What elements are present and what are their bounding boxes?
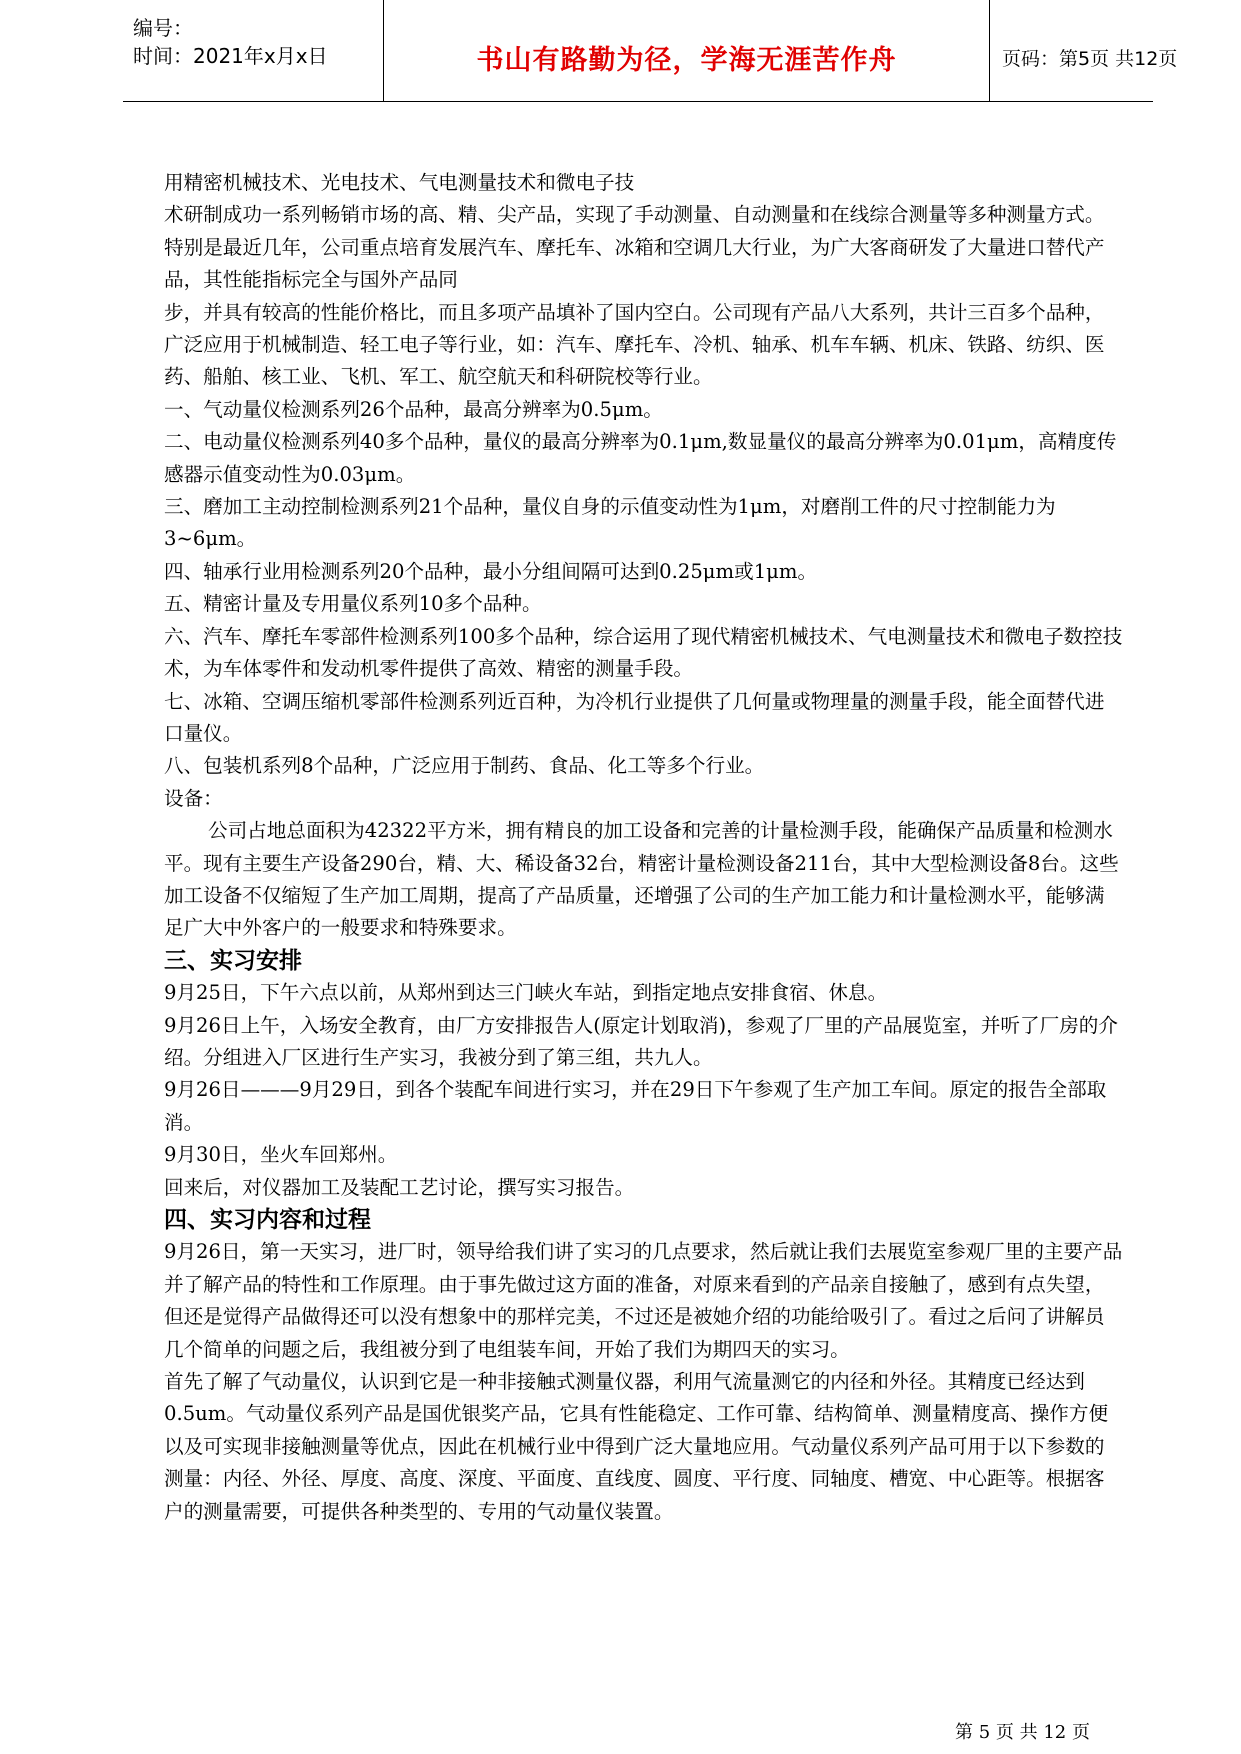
document-body (164, 167, 1124, 1528)
product-series-item: 四、轴承行业用检测系列20个品种，最小分组间隔可达到0.25μm或1μm。 (164, 559, 818, 583)
product-series-item: 三、磨加工主动控制检测系列21个品种，量仪自身的示值变动性为1μm，对磨削工件的尺寸控制能力为3~6μm。 (164, 495, 1056, 551)
product-series-item: 二、电动量仪检测系列40多个品种，量仪的最高分辨率为0.1μm,数显量仪的最高分辨率为0.01μm，高精度传感器示值变动性为0.03μm。 (164, 430, 1117, 486)
equipment-label: 设备： (164, 786, 223, 810)
schedule-item: 9月25日，下午六点以前，从郑州到达三门峡火车站，到指定地点安排食宿、休息。 (164, 981, 888, 1005)
paragraph: 步，并具有较高的性能价格比，而且多项产品填补了国内空白。公司现有产品八大系列，共计三百多个品种，广泛应用于机械制造、轻工电子等行业，如：汽车、摩托车、冷机、轴承、机车车辆、机床、铁路、纺织、医药、船舶、核工业、飞机、军工、航空航天和科研院校等行业。 (164, 300, 1105, 389)
document-number-label: 编号： (133, 16, 193, 40)
document-time-label: 时间：2021年x月x日 (133, 44, 328, 68)
product-series-item: 六、汽车、摩托车零部件检测系列100多个品种，综合运用了现代精密机械技术、气电测量技术和微电子数控技术，为车体零件和发动机零件提供了高效、精密的测量手段。 (164, 624, 1123, 681)
header-page-number: 页码：第5页 共12页 (1002, 48, 1178, 70)
paragraph: 9月26日，第一天实习，进厂时，领导给我们讲了实习的几点要求，然后就让我们去展览室参观厂里的主要产品并了解产品的特性和工作原理。由于事先做过这方面的准备，对原来看到的产品亲自接触了，感到有点失望，但还是觉得产品做得还可以没有想象中的那样完美，不过还是被她介绍的功能给吸引了。看过之后问了讲解员几个简单的问题之后，我组被分到了电组装车间，开始了我们为期四天的实习。 (164, 1240, 1123, 1361)
page-header (123, 0, 1178, 102)
paragraph: 用精密机械技术、光电技术、气电测量技术和微电子技 (164, 171, 635, 194)
section-heading: 三、实习安排 (164, 947, 302, 974)
header-motto-cell (383, 0, 990, 101)
paragraph: 首先了解了气动量仪，认识到它是一种非接触式测量仪器，利用气流量测它的内径和外径。其精度已经达到0.5um。气动量仪系列产品是国优银奖产品，它具有性能稳定、工作可靠、结构简单、测量精度高、操作方便以及可实现非接触测量等优点，因此在机械行业中得到广泛大量地应用。气动量仪系列产品可用于以下参数的测量：内径、外径、厚度、高度、深度、平面度、直线度、圆度、平行度、同轴度、槽宽、中心距等。根据客户的测量需要，可提供各种类型的、专用的气动量仪装置。 (164, 1370, 1109, 1523)
schedule-item: 回来后，对仪器加工及装配工艺讨论，撰写实习报告。 (164, 1175, 635, 1199)
product-series-item: 七、冰箱、空调压缩机零部件检测系列近百种，为冷机行业提供了几何量或物理量的测量手段，能全面替代进口量仪。 (164, 689, 1105, 745)
schedule-item: 9月30日，坐火车回郑州。 (164, 1143, 398, 1167)
product-series-item: 一、气动量仪检测系列26个品种，最高分辨率为0.5μm。 (164, 397, 663, 421)
page-footer-number: 第 5 页 共 12 页 (955, 1722, 1090, 1743)
product-series-item: 五、精密计量及专用量仪系列10多个品种。 (164, 592, 542, 616)
paragraph: 术研制成功一系列畅销市场的高、精、尖产品，实现了手动测量、自动测量和在线综合测量等多种测量方式。特别是最近几年，公司重点培育发展汽车、摩托车、冰箱和空调几大行业，为广大客商研发了大量进口替代产品，其性能指标完全与国外产品同 (164, 203, 1105, 292)
schedule-item: 9月26日———9月29日，到各个装配车间进行实习，并在29日下午参观了生产加工车间。原定的报告全部取消。 (164, 1078, 1107, 1134)
product-series-item: 八、包装机系列8个品种，广泛应用于制药、食品、化工等多个行业。 (164, 754, 765, 778)
header-page-cell (990, 0, 1178, 101)
equipment-paragraph: 公司占地总面积为42322平方米，拥有精良的加工设备和完善的计量检测手段，能确保产品质量和检测水平。现有主要生产设备290台，精、大、稀设备32台，精密计量检测设备211台，其中大型检测设备8台。这些加工设备不仅缩短了生产加工周期，提高了产品质量，还增强了公司的生产加工能力和计量检测水平，能够满足广大中外客户的一般要求和特殊要求。 (164, 819, 1119, 940)
header-motto: 书山有路勤为径，学海无涯苦作舟 (476, 45, 897, 76)
section-heading: 四、实习内容和过程 (164, 1207, 371, 1233)
header-info-cell (123, 0, 383, 101)
schedule-item: 9月26日上午，入场安全教育，由厂方安排报告人(原定计划取消)，参观了厂里的产品展览室，并听了厂房的介绍。分组进入厂区进行生产实习，我被分到了第三组，共九人。 (164, 1013, 1118, 1069)
